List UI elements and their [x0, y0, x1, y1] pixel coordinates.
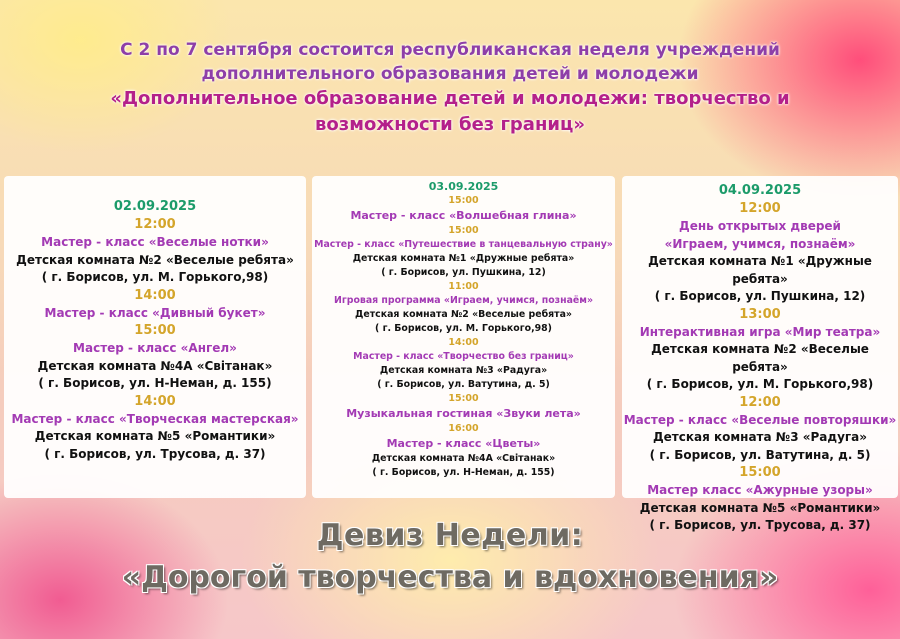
- day3-address: ( г. Борисов, ул. Пушкина, 12): [654, 289, 866, 303]
- day2-date: 03.09.2025: [428, 180, 499, 193]
- day3-room: Детская комната №2 «Веселые ребята»: [651, 342, 869, 374]
- day3-date: 04.09.2025: [718, 183, 802, 198]
- day3-time: 15:00: [739, 465, 781, 480]
- day3-room: Детская комната №5 «Романтики»: [639, 500, 881, 515]
- day3-room: Детская комната №1 «Дружные ребята»: [648, 254, 872, 286]
- day3-address: ( г. Борисов, ул. Ватутина, д. 5): [649, 447, 871, 462]
- motto-title: Девиз Недели:: [316, 518, 584, 553]
- schedule-column-day2: [312, 176, 615, 498]
- day3-room: Детская комната №3 «Радуга»: [652, 430, 868, 444]
- day1-room: Детская комната №2 «Веселые ребята»: [16, 252, 294, 267]
- day1-address: ( г. Борисов, ул. Н-Неман, д. 155): [38, 376, 272, 390]
- day2-time: 15:00: [448, 393, 479, 404]
- day1-time: 14:00: [134, 393, 176, 409]
- day2-address: ( г. Борисов, ул. Ватутина, д. 5): [377, 379, 550, 390]
- day2-room: Детская комната №4А «Світанак»: [371, 453, 556, 464]
- header-line-3: «Дополнительное образование детей и молодежи: творчество и: [110, 88, 790, 109]
- day2-event: Мастер - класс «Волшебная глина»: [350, 209, 577, 222]
- day2-address: ( г. Борисов, ул. М. Горького,98): [375, 323, 552, 334]
- day3-address: ( г. Борисов, ул. Трусова, д. 37): [649, 518, 871, 532]
- day2-event: Мастер - класс «Путешествие в танцевальную страну»: [314, 239, 613, 250]
- day2-address: ( г. Борисов, ул. Пушкина, 12): [381, 267, 546, 278]
- day3-time: 12:00: [739, 201, 781, 216]
- day2-time: 15:00: [448, 195, 479, 206]
- day2-time: 14:00: [448, 337, 479, 348]
- day1-address: ( г. Борисов, ул. Трусова, д. 37): [44, 446, 266, 461]
- day2-room: Детская комната №2 «Веселые ребята»: [355, 309, 572, 320]
- day2-event: Музыкальная гостиная «Звуки лета»: [346, 407, 581, 420]
- day1-event: Мастер - класс «Ангел»: [73, 341, 237, 355]
- day3-address: ( г. Борисов, ул. М. Горького,98): [646, 377, 874, 391]
- header-line-1: С 2 по 7 сентября состоится республиканская неделя учреждений: [120, 40, 780, 60]
- day2-time: 16:00: [448, 423, 479, 434]
- day2-event: Мастер - класс «Творчество без границ»: [353, 351, 574, 362]
- schedule-column-day3: [622, 176, 898, 532]
- day2-room: Детская комната №3 «Радуга»: [379, 365, 548, 376]
- day3-time: 13:00: [739, 306, 781, 322]
- day1-time: 14:00: [134, 287, 176, 303]
- day1-date: 02.09.2025: [113, 199, 197, 214]
- day1-address: ( г. Борисов, ул. М. Горького,98): [41, 270, 269, 284]
- announcement-header: [0, 38, 900, 138]
- day1-event: Мастер - класс «Дивный букет»: [44, 305, 266, 320]
- day2-event: Игровая программа «Играем, учимся, познаём»: [333, 295, 594, 306]
- day1-event: Мастер - класс «Веселые нотки»: [41, 235, 269, 249]
- day1-time: 12:00: [134, 217, 176, 232]
- day3-event: Интерактивная игра «Мир театра»: [639, 324, 881, 339]
- schedule-column-day1: [4, 176, 306, 498]
- day1-room: Детская комната №5 «Романтики»: [34, 429, 276, 443]
- day3-event: Мастер класс «Ажурные узоры»: [647, 483, 873, 497]
- day3-event: День открытых дверей: [679, 219, 841, 233]
- day1-room: Детская комната №4А «Світанак»: [37, 358, 273, 373]
- header-line-4: возможности без границ»: [315, 114, 585, 135]
- day3-event-subtitle: «Играем, учимся, познаём»: [664, 236, 856, 251]
- day1-event: Мастер - класс «Творческая мастерская»: [11, 411, 299, 426]
- day2-time: 15:00: [448, 225, 479, 236]
- motto-text: «Дорогой творчества и вдохновения»: [121, 560, 779, 595]
- header-line-2: дополнительного образования детей и молодежи: [201, 64, 699, 84]
- day2-address: ( г. Борисов, ул. Н-Неман, д. 155): [372, 467, 555, 478]
- day2-event: Мастер - класс «Цветы»: [386, 437, 541, 450]
- day3-event: Мастер - класс «Веселые повторяшки»: [623, 412, 897, 427]
- day2-time: 11:00: [448, 281, 479, 292]
- day1-time: 15:00: [134, 323, 176, 338]
- day3-time: 12:00: [739, 394, 781, 410]
- day2-room: Детская комната №1 «Дружные ребята»: [352, 253, 575, 264]
